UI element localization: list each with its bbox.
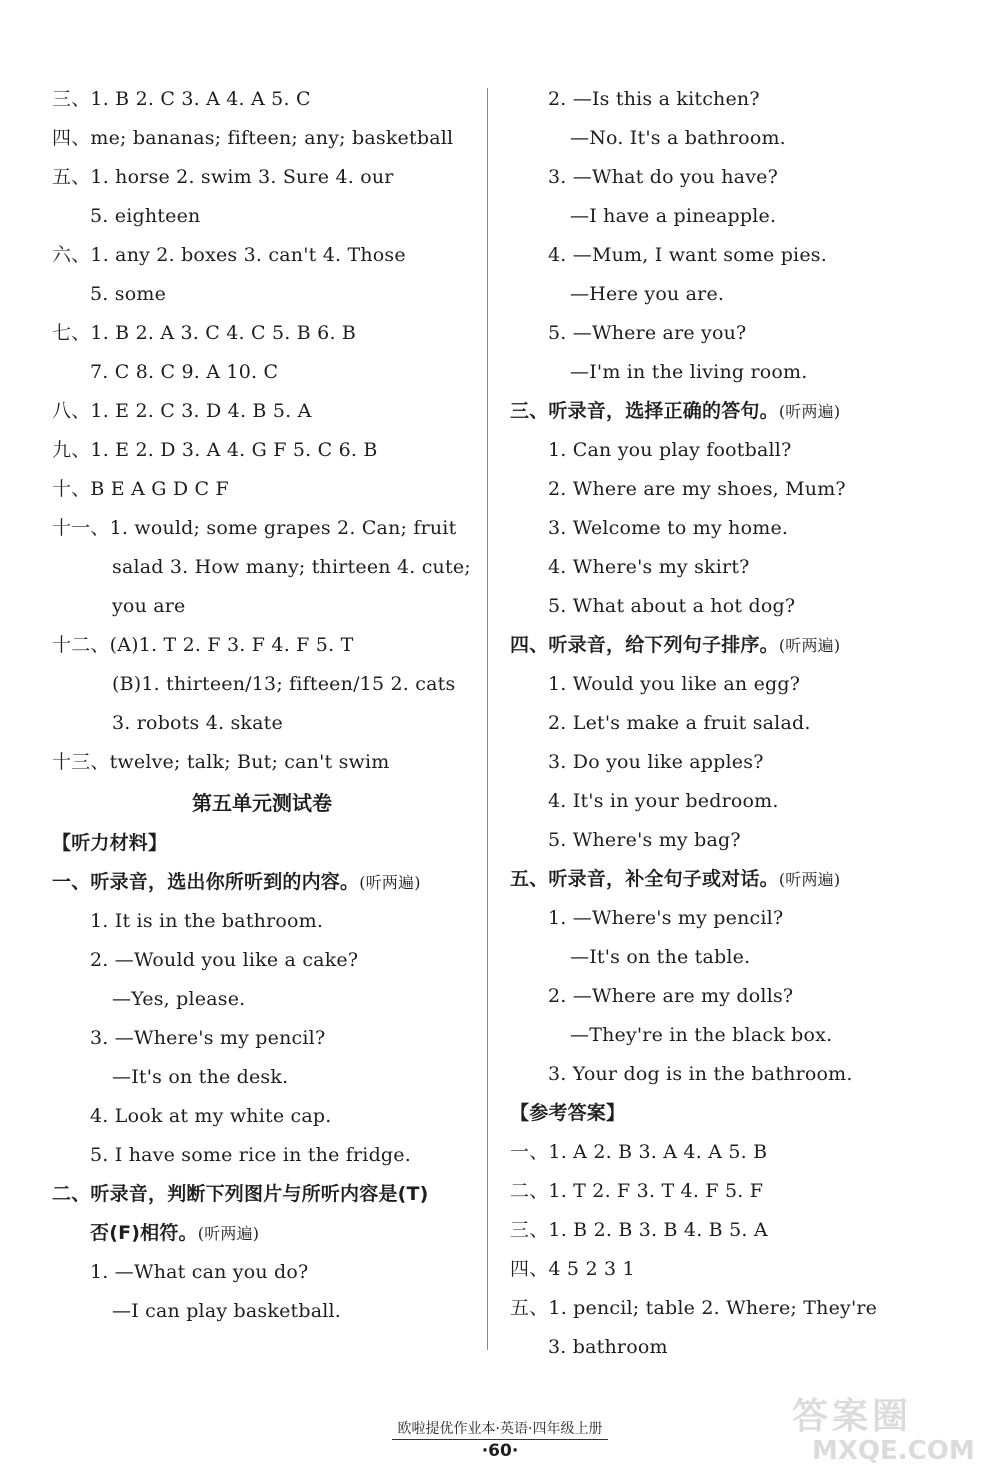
right-column <box>510 80 960 1367</box>
answer-line <box>510 977 960 1016</box>
line-text: —I have a pineapple. <box>570 205 777 227</box>
line-text: you are <box>112 595 186 617</box>
answer-line <box>510 1328 960 1367</box>
line-text: 【参考答案】 <box>510 1102 626 1124</box>
answer-line <box>510 509 960 548</box>
line-text: 十二、(A)1. T 2. F 3. F 4. F 5. T <box>52 634 354 656</box>
watermark-logo <box>792 1388 992 1468</box>
line-text: 2. —Would you like a cake? <box>90 949 359 971</box>
listen-twice-note: (听两遍) <box>778 636 841 655</box>
answer-line <box>52 80 472 119</box>
line-text: 五、1. pencil; table 2. Where; They're <box>510 1297 878 1319</box>
answer-line <box>52 392 472 431</box>
answer-line <box>52 314 472 353</box>
answer-line <box>52 353 472 392</box>
line-text: 三、听录音，选择正确的答句。 <box>510 400 779 422</box>
line-text: (B)1. thirteen/13; fifteen/15 2. cats <box>112 673 456 695</box>
line-text: 4. Look at my white cap. <box>90 1105 332 1127</box>
section-heading <box>52 1175 472 1214</box>
section-heading <box>52 1214 472 1253</box>
line-text: 三、1. B 2. B 3. B 4. B 5. A <box>510 1219 768 1241</box>
answer-line <box>510 938 960 977</box>
unit-test-title: 第五单元测试卷 <box>192 791 332 815</box>
book-title-text: 欧啦提优作业本·英语·四年级上册 <box>392 1421 609 1440</box>
line-text: —Here you are. <box>570 283 725 305</box>
line-text: 五、1. horse 2. swim 3. Sure 4. our <box>52 166 394 188</box>
answer-line <box>510 353 960 392</box>
line-text: 3. Do you like apples? <box>548 751 764 773</box>
answer-line <box>510 1055 960 1094</box>
line-text: 七、1. B 2. A 3. C 4. C 5. B 6. B <box>52 322 357 344</box>
line-text: —They're in the black box. <box>570 1024 833 1046</box>
answer-line <box>52 1253 472 1292</box>
listen-twice-note: (听两遍) <box>778 402 841 421</box>
listen-twice-note: (听两遍) <box>197 1224 260 1243</box>
line-text: 4. —Mum, I want some pies. <box>548 244 827 266</box>
answer-line <box>510 1172 960 1211</box>
answer-line <box>52 1097 472 1136</box>
answer-line <box>510 704 960 743</box>
line-text: 十、B E A G D C F <box>52 478 229 500</box>
answer-line <box>510 1250 960 1289</box>
watermark-site-text: MXQE.COM <box>812 1436 975 1466</box>
section-heading <box>510 860 960 899</box>
answer-line <box>52 941 472 980</box>
answer-line <box>52 665 472 704</box>
answer-line <box>52 197 472 236</box>
answer-line <box>510 821 960 860</box>
line-text: 一、听录音，选出你所听到的内容。 <box>52 871 360 893</box>
answer-line <box>510 80 960 119</box>
line-text: —It's on the desk. <box>112 1066 289 1088</box>
answer-line <box>52 1136 472 1175</box>
answer-line <box>510 1016 960 1055</box>
answer-line <box>52 470 472 509</box>
answer-line <box>510 314 960 353</box>
answer-line <box>510 743 960 782</box>
section-heading <box>52 824 472 863</box>
answer-line <box>52 1058 472 1097</box>
section-heading <box>510 626 960 665</box>
answer-line <box>52 587 472 626</box>
listen-twice-note: (听两遍) <box>778 870 841 889</box>
answer-line <box>52 626 472 665</box>
line-text: —Yes, please. <box>112 988 246 1010</box>
section-heading <box>510 1094 960 1133</box>
line-text: salad 3. How many; thirteen 4. cute; <box>112 556 471 578</box>
answer-line <box>52 980 472 1019</box>
left-column <box>52 80 472 1331</box>
answer-line <box>510 782 960 821</box>
line-text: 1. —What can you do? <box>90 1261 309 1283</box>
answer-line <box>52 1292 472 1331</box>
watermark-top-text: 答案圈 <box>792 1396 913 1437</box>
line-text: 5. —Where are you? <box>548 322 747 344</box>
line-text: —It's on the table. <box>570 946 751 968</box>
answer-line <box>510 275 960 314</box>
line-text: 3. —Where's my pencil? <box>90 1027 326 1049</box>
line-text: 5. I have some rice in the fridge. <box>90 1144 411 1166</box>
answer-line <box>510 1211 960 1250</box>
answer-line <box>510 899 960 938</box>
answer-line <box>52 1019 472 1058</box>
line-text: 五、听录音，补全句子或对话。 <box>510 868 779 890</box>
line-text: 2. Let's make a fruit salad. <box>548 712 811 734</box>
line-text: 二、听录音，判断下列图片与所听内容是(T) <box>52 1183 429 1205</box>
answer-line <box>52 509 472 548</box>
line-text: 三、1. B 2. C 3. A 4. A 5. C <box>52 88 311 110</box>
answer-line <box>510 158 960 197</box>
line-text: 7. C 8. C 9. A 10. C <box>90 361 279 383</box>
listen-twice-note: (听两遍) <box>359 873 421 892</box>
page-number: ·60· <box>481 1441 519 1461</box>
line-text: —I'm in the living room. <box>570 361 808 383</box>
line-text: 2. —Is this a kitchen? <box>548 88 760 110</box>
line-text: 3. bathroom <box>548 1336 668 1358</box>
line-text: 否(F)相符。 <box>90 1222 198 1244</box>
line-text: 4. Where's my skirt? <box>548 556 750 578</box>
line-text: 十三、twelve; talk; But; can't swim <box>52 751 390 773</box>
answer-line <box>510 548 960 587</box>
answer-line <box>510 1289 960 1328</box>
line-text: 1. It is in the bathroom. <box>90 910 324 932</box>
line-text: 四、听录音，给下列句子排序。 <box>510 634 779 656</box>
line-text: 3. —What do you have? <box>548 166 778 188</box>
answer-line <box>52 158 472 197</box>
answer-line <box>52 275 472 314</box>
answer-line <box>510 431 960 470</box>
line-text: —I can play basketball. <box>112 1300 342 1322</box>
answer-line <box>510 197 960 236</box>
answer-line <box>52 236 472 275</box>
section-heading <box>52 863 472 902</box>
answer-line <box>52 743 472 782</box>
line-text: 二、1. T 2. F 3. T 4. F 5. F <box>510 1180 764 1202</box>
column-divider <box>487 88 488 1350</box>
line-text: 八、1. E 2. C 3. D 4. B 5. A <box>52 400 312 422</box>
line-text: 2. —Where are my dolls? <box>548 985 794 1007</box>
answer-line <box>510 665 960 704</box>
line-text: 六、1. any 2. boxes 3. can't 4. Those <box>52 244 406 266</box>
answer-line <box>510 236 960 275</box>
line-text: 四、4 5 2 3 1 <box>510 1258 635 1280</box>
line-text: 四、me; bananas; fifteen; any; basketball <box>52 127 454 149</box>
answer-line <box>510 119 960 158</box>
answer-line <box>52 119 472 158</box>
line-text: 2. Where are my shoes, Mum? <box>548 478 846 500</box>
line-text: 3. Your dog is in the bathroom. <box>548 1063 853 1085</box>
line-text: 5. What about a hot dog? <box>548 595 796 617</box>
line-text: 5. Where's my bag? <box>548 829 741 851</box>
answer-line <box>510 587 960 626</box>
line-text: 九、1. E 2. D 3. A 4. G F 5. C 6. B <box>52 439 378 461</box>
line-text: 3. robots 4. skate <box>112 712 283 734</box>
answer-line <box>510 1133 960 1172</box>
line-text: —No. It's a bathroom. <box>570 127 786 149</box>
line-text: 1. Would you like an egg? <box>548 673 801 695</box>
line-text: 【听力材料】 <box>52 832 168 854</box>
answer-line <box>510 470 960 509</box>
line-text: 1. —Where's my pencil? <box>548 907 784 929</box>
line-text: 十一、1. would; some grapes 2. Can; fruit <box>52 517 457 539</box>
line-text: 3. Welcome to my home. <box>548 517 789 539</box>
line-text: 一、1. A 2. B 3. A 4. A 5. B <box>510 1141 768 1163</box>
line-text: 4. It's in your bedroom. <box>548 790 779 812</box>
line-text: 5. eighteen <box>90 205 201 227</box>
section-heading <box>510 392 960 431</box>
line-text: 5. some <box>90 283 167 305</box>
answer-line <box>52 431 472 470</box>
answer-line <box>52 548 472 587</box>
answer-line <box>52 704 472 743</box>
answer-line <box>52 902 472 941</box>
line-text: 1. Can you play football? <box>548 439 792 461</box>
